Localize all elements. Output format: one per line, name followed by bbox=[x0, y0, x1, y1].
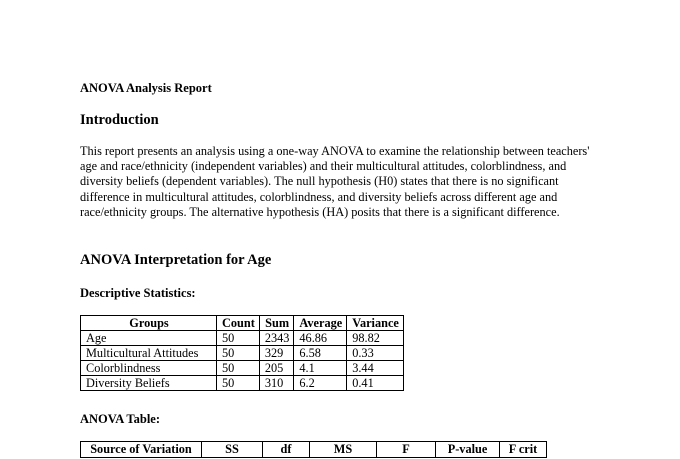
column-header-p-value: P-value bbox=[436, 442, 500, 458]
cell-average: 4.1 bbox=[294, 361, 347, 376]
table-row bbox=[81, 346, 404, 361]
introduction-heading: Introduction bbox=[80, 112, 159, 128]
cell-variance: 98.82 bbox=[347, 331, 404, 346]
cell-sum: 205 bbox=[259, 361, 294, 376]
column-header-ms: MS bbox=[310, 442, 377, 458]
cell-group: Multicultural Attitudes bbox=[81, 346, 217, 361]
column-header-ss: SS bbox=[202, 442, 263, 458]
cell-group: Colorblindness bbox=[81, 361, 217, 376]
introduction-paragraph: This report presents an analysis using a one-way ANOVA to examine the relationship between teachers' age and race/ethnicity (independent variables) and their multicultural attitudes, colorblindness, and diversity beliefs (dependent variables). The null hypothesis (H0) states that there is no significant difference in multicultural attitudes, colorblindness, and diversity beliefs across different age and race/ethnicity groups. The alternative hypothesis (HA) posits that there is a significant difference. bbox=[80, 144, 590, 219]
cell-count: 50 bbox=[217, 331, 260, 346]
column-header-f: F bbox=[377, 442, 436, 458]
cell-count: 50 bbox=[217, 346, 260, 361]
cell-group: Age bbox=[81, 331, 217, 346]
descriptive-statistics-heading: Descriptive Statistics: bbox=[80, 286, 196, 300]
cell-sum: 310 bbox=[259, 376, 294, 391]
cell-variance: 0.33 bbox=[347, 346, 404, 361]
cell-count: 50 bbox=[217, 361, 260, 376]
anova-table bbox=[80, 441, 547, 458]
table-header-row bbox=[81, 442, 547, 458]
column-header-sum: Sum bbox=[259, 316, 294, 331]
report-title: ANOVA Analysis Report bbox=[80, 81, 212, 95]
column-header-df: df bbox=[263, 442, 310, 458]
column-header-average: Average bbox=[294, 316, 347, 331]
cell-average: 46.86 bbox=[294, 331, 347, 346]
table-row bbox=[81, 361, 404, 376]
column-header-variance: Variance bbox=[347, 316, 404, 331]
table-row bbox=[81, 376, 404, 391]
table-header-row bbox=[81, 316, 404, 331]
cell-sum: 2343 bbox=[259, 331, 294, 346]
cell-sum: 329 bbox=[259, 346, 294, 361]
cell-group: Diversity Beliefs bbox=[81, 376, 217, 391]
column-header-f-crit: F crit bbox=[500, 442, 547, 458]
anova-table-heading: ANOVA Table: bbox=[80, 412, 161, 426]
column-header-source-of-variation: Source of Variation bbox=[81, 442, 202, 458]
age-section-heading: ANOVA Interpretation for Age bbox=[80, 252, 272, 268]
cell-average: 6.2 bbox=[294, 376, 347, 391]
cell-variance: 0.41 bbox=[347, 376, 404, 391]
cell-variance: 3.44 bbox=[347, 361, 404, 376]
column-header-groups: Groups bbox=[81, 316, 217, 331]
descriptive-statistics-table bbox=[80, 315, 404, 391]
table-row bbox=[81, 331, 404, 346]
cell-average: 6.58 bbox=[294, 346, 347, 361]
column-header-count: Count bbox=[217, 316, 260, 331]
cell-count: 50 bbox=[217, 376, 260, 391]
